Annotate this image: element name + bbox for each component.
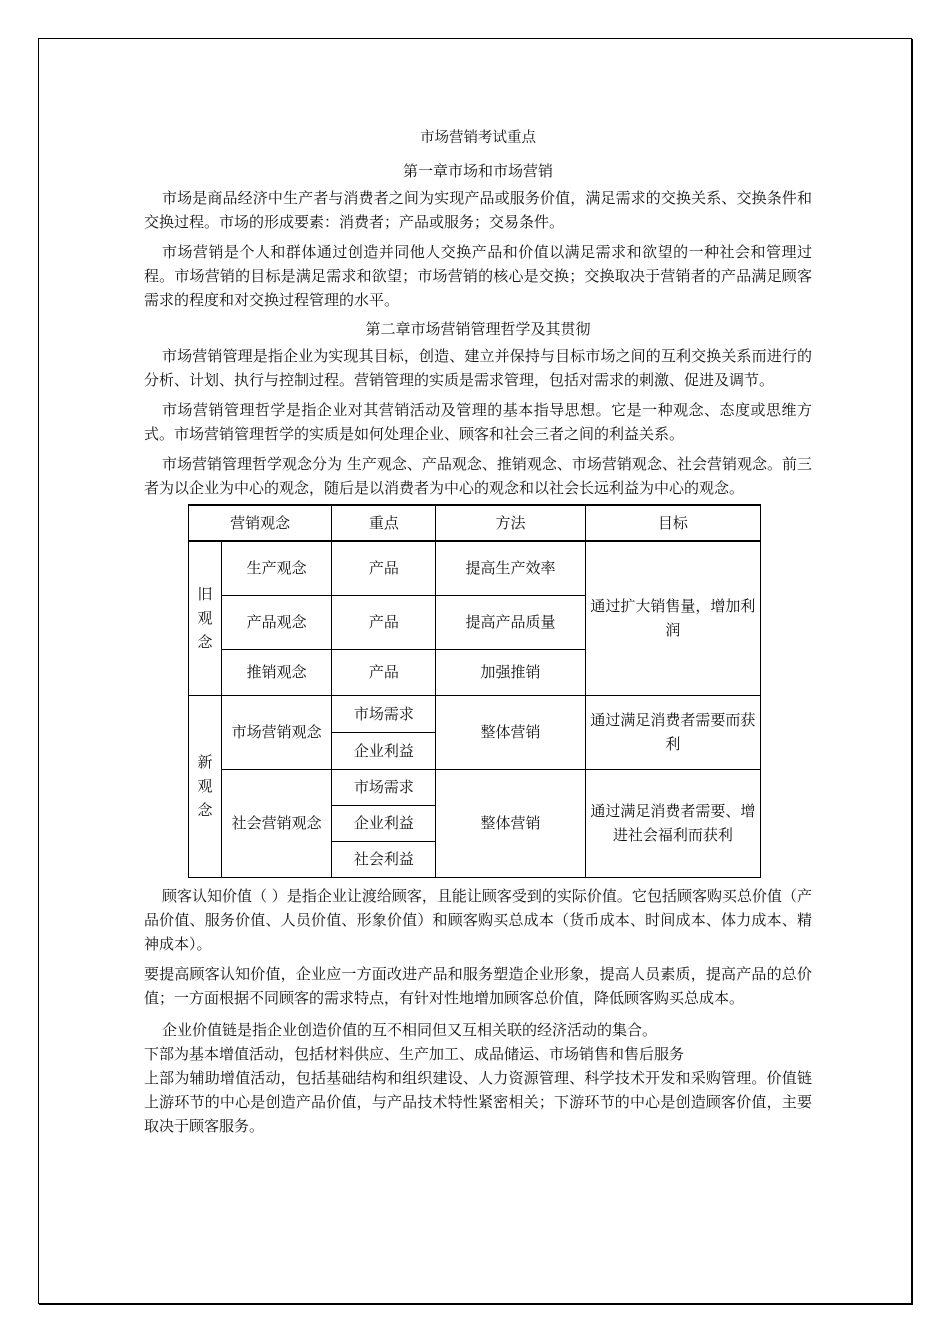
group-label-text: 旧 观 念 [197,585,213,652]
document-body [144,128,812,1138]
chapter-2-heading: 第二章市场营销管理哲学及其贯彻 [365,320,591,338]
marketing-concepts-table-wrap [144,504,812,878]
concept-goal: 通过满足消费者需要、增进社会福利而获利 [585,769,760,877]
concept-method: 提高产品质量 [436,595,585,649]
concept-name: 生产观念 [222,541,332,595]
concept-focus: 社会利益 [332,841,436,877]
document-title: 市场营销考试重点 [420,130,536,146]
chapter-1-heading: 第一章市场和市场营销 [402,162,553,180]
paragraph: 企业价值链是指企业创造价值的互不相同但又互相关联的经济活动的集合。 [162,1020,658,1039]
table-row [189,769,761,805]
table-row [189,541,761,595]
table-header-row [189,505,761,541]
concept-focus: 企业利益 [332,805,436,841]
paragraph: 顾客认知价值（ ）是指企业让渡给顾客，且能让顾客受到的实际价值。它包括顾客购买总价值（产品价值、服务价值、人员价值、形象价值）和顾客购买总成本（货币成本、时间成本、体力成本、精神成本）。 [144,886,812,953]
old-concept-group-label [189,541,222,695]
concept-method: 提高生产效率 [436,541,585,595]
header-cell: 营销观念 [189,505,332,541]
concept-method: 加强推销 [436,649,585,695]
concept-focus: 市场需求 [332,769,436,805]
paragraph: 市场营销管理哲学观念分为 生产观念、产品观念、推销观念、市场营销观念、社会营销观念。前三者为以企业为中心的观念，随后是以消费者为中心的观念和以社会长远利益为中心的观念。 [144,455,812,497]
paragraph: 市场营销管理是指企业为实现其目标，创造、建立并保持与目标市场之间的互利交换关系而进行的分析、计划、执行与控制过程。营销管理的实质是需求管理，包括对需求的刺激、促进及调节。 [144,347,812,389]
concept-goal: 通过扩大销售量，增加利润 [585,541,760,695]
paragraph: 市场营销是个人和群体通过创造并同他人交换产品和价值以满足需求和欲望的一种社会和管理过程。市场营销的目标是满足需求和欲望；市场营销的核心是交换；交换取决于营销者的产品满足顾客需求的程度和对交换过程管理的水平。 [144,243,812,309]
group-label-text: 新 观 念 [197,753,213,819]
concept-method: 整体营销 [436,769,585,877]
marketing-concepts-table [188,504,761,878]
new-concept-group-label [189,695,222,877]
concept-focus: 企业利益 [332,732,436,769]
paragraph: 市场是商品经济中生产者与消费者之间为实现产品或服务价值，满足需求的交换关系、交换条件和交换过程。市场的形成要素：消费者；产品或服务；交易条件。 [144,189,812,231]
table-row [189,695,761,732]
concept-name: 社会营销观念 [222,769,332,877]
concept-goal: 通过满足消费者需要而获利 [585,695,760,769]
concept-name: 产品观念 [222,595,332,649]
concept-focus: 产品 [332,595,436,649]
paragraph: 上部为辅助增值活动，包括基础结构和组织建设、人力资源管理、科学技术开发和采购管理。价值链上游环节的中心是创造产品价值，与产品技术特性紧密相关；下游环节的中心是创造顾客价值，主要取决于顾客服务。 [144,1068,812,1135]
header-cell: 重点 [332,505,436,541]
concept-name: 推销观念 [222,649,332,695]
concept-focus: 产品 [332,541,436,595]
concept-focus: 产品 [332,649,436,695]
concept-name: 市场营销观念 [222,695,332,769]
paragraph: 下部为基本增值活动，包括材料供应、生产加工、成品储运、市场销售和售后服务 [144,1044,685,1063]
header-cell: 方法 [436,505,585,541]
concept-method: 整体营销 [436,695,585,769]
paragraph: 市场营销管理哲学是指企业对其营销活动及管理的基本指导思想。它是一种观念、态度或思维方式。市场营销管理哲学的实质是如何处理企业、顾客和社会三者之间的利益关系。 [144,401,812,443]
concept-focus: 市场需求 [332,695,436,732]
header-cell: 目标 [585,505,760,541]
paragraph: 要提高顾客认知价值，企业应一方面改进产品和服务塑造企业形象，提高人员素质，提高产品的总价值；一方面根据不同顾客的需求特点，有针对性地增加顾客总价值，降低顾客购买总成本。 [144,964,812,1007]
